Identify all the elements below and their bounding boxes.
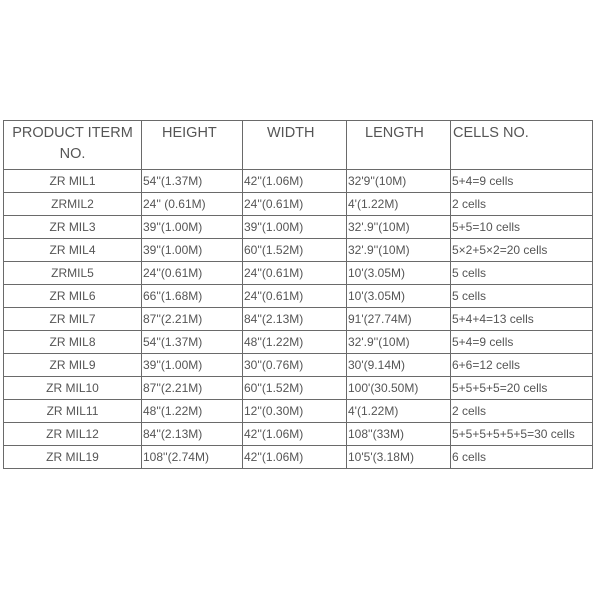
table-row bbox=[4, 423, 593, 446]
cell-height: 39''(1.00M) bbox=[142, 354, 243, 377]
header-cells-no: CELLS NO. bbox=[451, 121, 593, 170]
cell-width: 60''(1.52M) bbox=[243, 377, 347, 400]
cell-cells-no: 5+5=10 cells bbox=[451, 216, 593, 239]
table-row bbox=[4, 239, 593, 262]
cell-height: 87''(2.21M) bbox=[142, 377, 243, 400]
cell-product-item: ZR MIL4 bbox=[4, 239, 142, 262]
cell-width: 39''(1.00M) bbox=[243, 216, 347, 239]
table-row bbox=[4, 446, 593, 469]
table-row bbox=[4, 377, 593, 400]
cell-width: 30''(0.76M) bbox=[243, 354, 347, 377]
cell-length: 4'(1.22M) bbox=[347, 193, 451, 216]
table-row bbox=[4, 331, 593, 354]
cell-length: 4'(1.22M) bbox=[347, 400, 451, 423]
cell-height: 39''(1.00M) bbox=[142, 216, 243, 239]
cell-height: 54''(1.37M) bbox=[142, 170, 243, 193]
table-row bbox=[4, 193, 593, 216]
table-row bbox=[4, 308, 593, 331]
header-height: HEIGHT bbox=[142, 121, 243, 170]
cell-cells-no: 5+5+5+5+5+5=30 cells bbox=[451, 423, 593, 446]
cell-length: 32'.9''(10M) bbox=[347, 216, 451, 239]
header-length: LENGTH bbox=[347, 121, 451, 170]
cell-height: 48''(1.22M) bbox=[142, 400, 243, 423]
cell-height: 24''(0.61M) bbox=[142, 262, 243, 285]
cell-width: 24''(0.61M) bbox=[243, 193, 347, 216]
cell-width: 84''(2.13M) bbox=[243, 308, 347, 331]
cell-product-item: ZR MIL9 bbox=[4, 354, 142, 377]
table-row bbox=[4, 216, 593, 239]
cell-cells-no: 6 cells bbox=[451, 446, 593, 469]
header-width: WIDTH bbox=[243, 121, 347, 170]
cell-height: 54''(1.37M) bbox=[142, 331, 243, 354]
cell-length: 32'.9''(10M) bbox=[347, 239, 451, 262]
cell-product-item: ZR MIL6 bbox=[4, 285, 142, 308]
cell-height: 39''(1.00M) bbox=[142, 239, 243, 262]
cell-width: 42''(1.06M) bbox=[243, 423, 347, 446]
cell-length: 10'5'(3.18M) bbox=[347, 446, 451, 469]
table-row bbox=[4, 262, 593, 285]
table-row bbox=[4, 400, 593, 423]
cell-cells-no: 5 cells bbox=[451, 285, 593, 308]
cell-cells-no: 5+5+5+5=20 cells bbox=[451, 377, 593, 400]
cell-cells-no: 6+6=12 cells bbox=[451, 354, 593, 377]
table-row bbox=[4, 170, 593, 193]
cell-width: 60''(1.52M) bbox=[243, 239, 347, 262]
cell-width: 42''(1.06M) bbox=[243, 170, 347, 193]
cell-length: 108''(33M) bbox=[347, 423, 451, 446]
header-product-item-no: PRODUCT ITERM NO. bbox=[4, 121, 142, 170]
cell-product-item: ZR MIL3 bbox=[4, 216, 142, 239]
cell-cells-no: 5+4=9 cells bbox=[451, 331, 593, 354]
header-row bbox=[4, 121, 593, 170]
cell-height: 24'' (0.61M) bbox=[142, 193, 243, 216]
cell-width: 24''(0.61M) bbox=[243, 262, 347, 285]
cell-height: 108''(2.74M) bbox=[142, 446, 243, 469]
cell-product-item: ZR MIL10 bbox=[4, 377, 142, 400]
cell-product-item: ZR MIL19 bbox=[4, 446, 142, 469]
cell-product-item: ZRMIL5 bbox=[4, 262, 142, 285]
cell-height: 84''(2.13M) bbox=[142, 423, 243, 446]
cell-cells-no: 5×2+5×2=20 cells bbox=[451, 239, 593, 262]
cell-cells-no: 5 cells bbox=[451, 262, 593, 285]
cell-width: 24''(0.61M) bbox=[243, 285, 347, 308]
product-spec-table bbox=[3, 120, 593, 469]
cell-width: 12''(0.30M) bbox=[243, 400, 347, 423]
cell-length: 100'(30.50M) bbox=[347, 377, 451, 400]
cell-height: 87''(2.21M) bbox=[142, 308, 243, 331]
cell-length: 91'(27.74M) bbox=[347, 308, 451, 331]
cell-cells-no: 5+4=9 cells bbox=[451, 170, 593, 193]
cell-length: 32'.9''(10M) bbox=[347, 331, 451, 354]
table-row bbox=[4, 285, 593, 308]
cell-product-item: ZR MIL1 bbox=[4, 170, 142, 193]
table-header bbox=[4, 121, 593, 170]
cell-product-item: ZRMIL2 bbox=[4, 193, 142, 216]
cell-length: 30'(9.14M) bbox=[347, 354, 451, 377]
cell-product-item: ZR MIL11 bbox=[4, 400, 142, 423]
cell-cells-no: 2 cells bbox=[451, 193, 593, 216]
table-row bbox=[4, 354, 593, 377]
cell-width: 48''(1.22M) bbox=[243, 331, 347, 354]
cell-product-item: ZR MIL12 bbox=[4, 423, 142, 446]
cell-cells-no: 2 cells bbox=[451, 400, 593, 423]
cell-length: 32'9''(10M) bbox=[347, 170, 451, 193]
cell-length: 10'(3.05M) bbox=[347, 262, 451, 285]
table-body bbox=[4, 170, 593, 469]
cell-height: 66''(1.68M) bbox=[142, 285, 243, 308]
cell-product-item: ZR MIL8 bbox=[4, 331, 142, 354]
cell-product-item: ZR MIL7 bbox=[4, 308, 142, 331]
cell-length: 10'(3.05M) bbox=[347, 285, 451, 308]
cell-cells-no: 5+4+4=13 cells bbox=[451, 308, 593, 331]
cell-width: 42''(1.06M) bbox=[243, 446, 347, 469]
